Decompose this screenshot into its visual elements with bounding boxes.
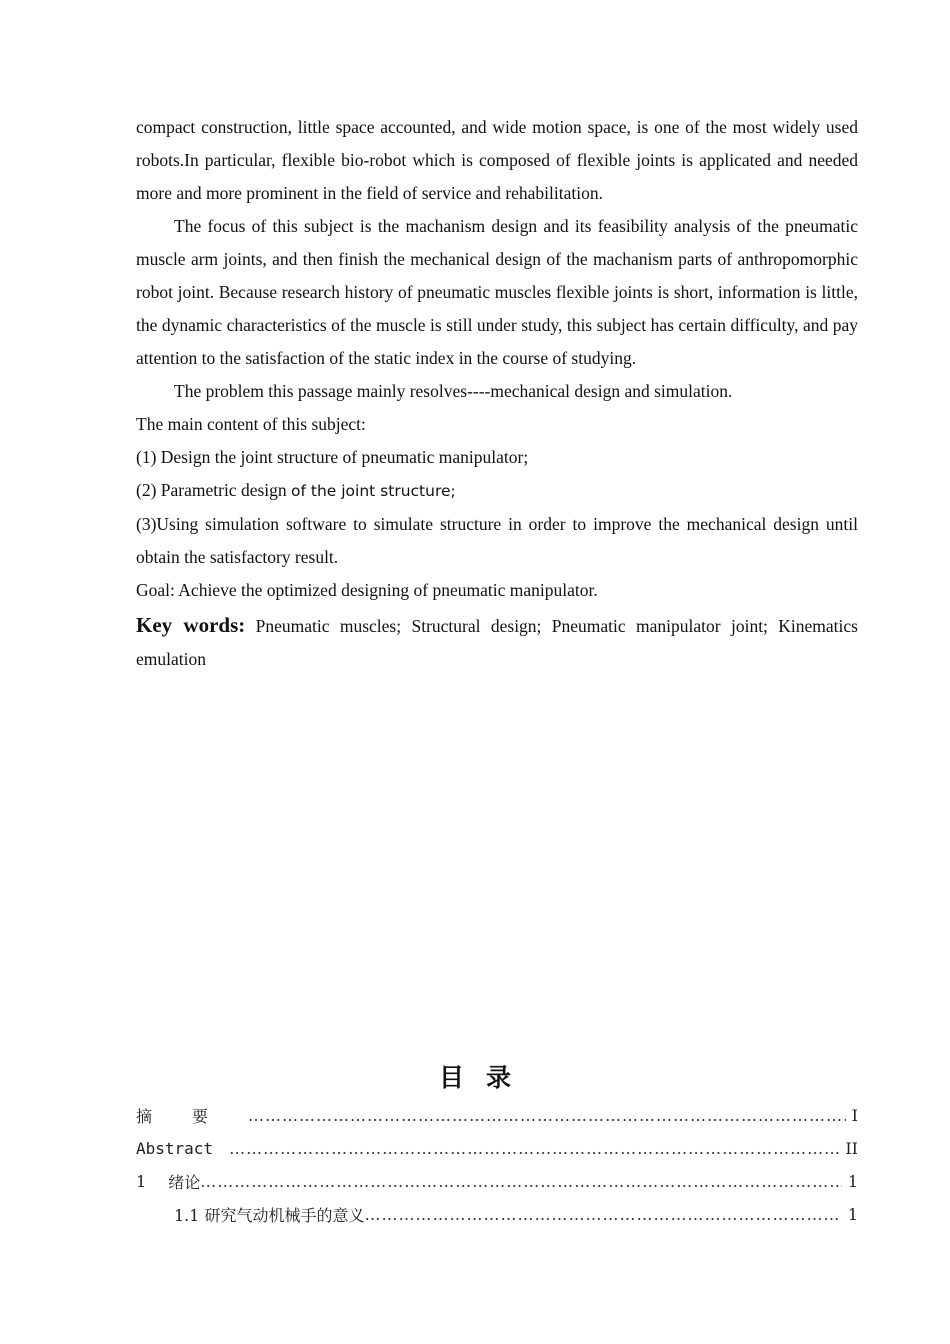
- toc-entry-abstract-cn[interactable]: [136, 1099, 858, 1132]
- toc-entry-page: 1: [847, 1172, 858, 1191]
- content-item-2-part-a: (2) Parametric design: [136, 480, 292, 500]
- toc-entry-label: 绪论: [168, 1173, 201, 1192]
- toc-entry-chapter-1[interactable]: [136, 1165, 858, 1198]
- toc-entry-abstract-en[interactable]: [136, 1132, 858, 1165]
- toc-entry-page: 1: [847, 1205, 858, 1224]
- abstract-paragraph-3: The problem this passage mainly resolves----mechanical design and simulation.: [174, 381, 733, 401]
- abstract-body: [136, 111, 858, 676]
- abstract-paragraph-4: The main content of this subject:: [136, 414, 366, 434]
- content-item-2-part-b: of the joint structure;: [291, 482, 456, 500]
- toc-entry-label: 摘要: [136, 1107, 249, 1126]
- content-item-3: (3)Using simulation software to simulate structure in order to improve the mechanical design until obtain the satisfactory result.: [136, 514, 858, 567]
- keywords-label: Key words:: [136, 613, 246, 637]
- toc-title: 目录: [438, 1063, 533, 1092]
- goal-line: Goal: Achieve the optimized designing of pneumatic manipulator.: [136, 580, 598, 600]
- toc-entry-page: I: [851, 1106, 858, 1125]
- keywords-text: Pneumatic muscles; Structural design; Pneumatic manipulator joint; Kinematics emulation: [136, 616, 858, 669]
- content-item-1: (1) Design the joint structure of pneumatic manipulator;: [136, 447, 529, 467]
- toc-entry-section-1-1[interactable]: [136, 1198, 858, 1231]
- toc-entry-number: 1: [136, 1172, 147, 1191]
- toc-leader-dots: [229, 1139, 839, 1158]
- keywords-line: [136, 609, 858, 676]
- table-of-contents: [136, 1099, 858, 1231]
- abstract-paragraph-2: The focus of this subject is the machanism design and its feasibility analysis of the pneumatic muscle arm joints, and then finish the mechanical design of the machanism parts of anthropomorphic robot joint. Because research history of pneumatic muscles flexible joints is short, information is little, the dynamic characteristics of the muscle is still under study, this subject has certain difficulty, and pay attention to the satisfaction of the static index in the course of studying.: [136, 216, 858, 368]
- toc-entry-label: 1.1 研究气动机械手的意义: [174, 1206, 365, 1225]
- toc-leader-dots: [248, 1106, 846, 1125]
- content-item-2: [136, 474, 858, 508]
- toc-entry-page: II: [845, 1139, 858, 1158]
- abstract-paragraph-1: compact construction, little space accounted, and wide motion space, is one of the most widely used robots.In particular, flexible bio-robot which is composed of flexible joints is applicated and needed more and more prominent in the field of service and rehabilitation.: [136, 117, 858, 203]
- toc-entry-label: Abstract: [136, 1139, 214, 1158]
- toc-leader-dots: [365, 1205, 842, 1224]
- toc-leader-dots: [200, 1172, 842, 1191]
